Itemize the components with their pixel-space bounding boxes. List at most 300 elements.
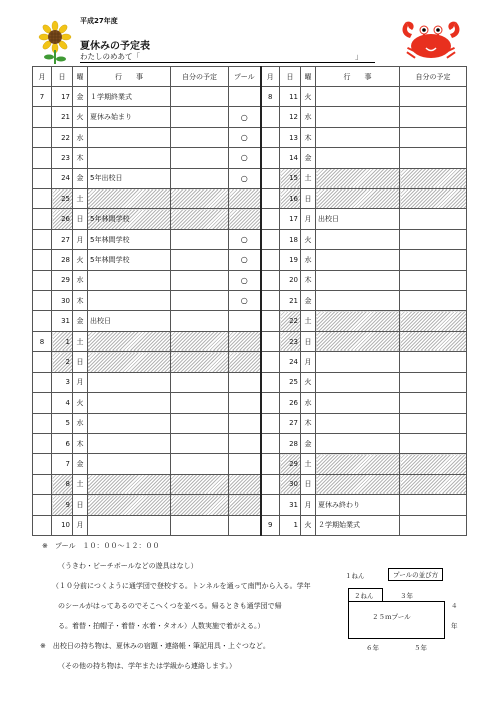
row-day: 6	[52, 433, 73, 453]
header-weekday: 曜	[301, 67, 316, 87]
row-day: 13	[280, 127, 301, 147]
row-event	[316, 291, 400, 311]
row-month	[261, 495, 280, 515]
header-my-plan: 自分の予定	[171, 67, 229, 87]
row-my-plan[interactable]	[171, 209, 229, 229]
row-day: 29	[52, 270, 73, 290]
row-day: 23	[280, 331, 301, 351]
row-month	[261, 352, 280, 372]
pool-grade-6: ６年	[366, 644, 379, 652]
row-weekday: 土	[301, 454, 316, 474]
table-row	[33, 168, 467, 188]
row-my-plan[interactable]	[171, 168, 229, 188]
row-day: 30	[52, 291, 73, 311]
pool-grade-3: ３年	[400, 592, 413, 600]
row-month	[261, 250, 280, 270]
table-row	[33, 393, 467, 413]
row-event	[316, 107, 400, 127]
row-day: 22	[52, 127, 73, 147]
sunflower-icon	[38, 20, 72, 64]
table-row	[33, 270, 467, 290]
row-weekday: 火	[301, 515, 316, 535]
row-my-plan[interactable]	[171, 393, 229, 413]
table-row	[33, 474, 467, 494]
row-event	[316, 454, 400, 474]
table-row	[33, 148, 467, 168]
row-month	[33, 107, 52, 127]
row-event: 5年林間学校	[88, 229, 171, 249]
row-my-plan[interactable]	[400, 168, 467, 188]
table-row	[33, 515, 467, 535]
row-event	[88, 433, 171, 453]
row-my-plan[interactable]	[400, 148, 467, 168]
row-month: 9	[261, 515, 280, 535]
row-weekday: 火	[73, 107, 88, 127]
row-day: 14	[280, 148, 301, 168]
note-pool-arrival: （１０分前につくように通学団で登校する。トンネルを通って南門から入る。学年	[52, 582, 311, 590]
row-month	[33, 209, 52, 229]
row-weekday: 木	[301, 127, 316, 147]
row-month	[261, 474, 280, 494]
row-weekday: 月	[73, 372, 88, 392]
pool-label: ２５ｍプール	[372, 613, 411, 621]
row-event	[88, 393, 171, 413]
row-pool-mark	[229, 433, 261, 453]
row-my-plan[interactable]	[400, 107, 467, 127]
table-header-row	[33, 67, 467, 87]
row-my-plan[interactable]	[171, 270, 229, 290]
row-event	[316, 372, 400, 392]
row-weekday: 日	[73, 209, 88, 229]
pool-diagram-title: プールの並び方	[388, 568, 443, 581]
row-day: 24	[280, 352, 301, 372]
row-my-plan[interactable]	[400, 127, 467, 147]
row-month	[261, 168, 280, 188]
row-weekday: 火	[301, 87, 316, 107]
table-row	[33, 495, 467, 515]
row-event	[88, 372, 171, 392]
row-my-plan[interactable]	[400, 291, 467, 311]
row-event: １学期終業式	[88, 87, 171, 107]
row-weekday: 木	[73, 433, 88, 453]
note-school-day-items: ※ 出校日の持ち物は、夏休みの宿題・連絡帳・筆記用具・上ぐつなど。	[40, 642, 270, 650]
row-event: ２学期始業式	[316, 515, 400, 535]
table-row	[33, 372, 467, 392]
row-my-plan[interactable]	[171, 291, 229, 311]
row-my-plan[interactable]	[400, 87, 467, 107]
row-day: 1	[52, 331, 73, 351]
row-pool-mark	[229, 413, 261, 433]
row-month	[33, 372, 52, 392]
goal-input-line[interactable]	[80, 62, 375, 63]
row-day: 31	[52, 311, 73, 331]
header-month: 月	[261, 67, 280, 87]
row-my-plan[interactable]	[171, 474, 229, 494]
row-pool-mark	[229, 352, 261, 372]
row-day: 20	[280, 270, 301, 290]
row-event	[88, 291, 171, 311]
row-day: 19	[280, 250, 301, 270]
row-day: 30	[280, 474, 301, 494]
row-pool-mark: ○	[229, 107, 261, 127]
row-weekday: 金	[73, 87, 88, 107]
row-month	[261, 148, 280, 168]
table-row	[33, 433, 467, 453]
row-day: 5	[52, 413, 73, 433]
row-weekday: 木	[301, 270, 316, 290]
crab-icon	[398, 18, 464, 64]
header-day: 日	[52, 67, 73, 87]
row-day: 27	[52, 229, 73, 249]
row-my-plan[interactable]	[400, 433, 467, 453]
row-day: 21	[52, 107, 73, 127]
row-my-plan[interactable]	[171, 413, 229, 433]
row-weekday: 月	[73, 515, 88, 535]
row-day: 29	[280, 454, 301, 474]
goal-label: わたしのめあて「	[80, 52, 140, 61]
row-weekday: 水	[301, 250, 316, 270]
row-pool-mark	[229, 372, 261, 392]
row-event	[316, 189, 400, 209]
pool-grade-1: １ねん	[345, 572, 365, 580]
row-weekday: 日	[301, 189, 316, 209]
row-pool-mark	[229, 311, 261, 331]
schedule-table	[32, 66, 467, 536]
row-event	[316, 413, 400, 433]
row-my-plan[interactable]	[400, 454, 467, 474]
row-month	[33, 413, 52, 433]
row-my-plan[interactable]	[400, 474, 467, 494]
row-weekday: 水	[73, 127, 88, 147]
row-weekday: 金	[73, 311, 88, 331]
row-event: 5年林間学校	[88, 250, 171, 270]
row-weekday: 火	[73, 393, 88, 413]
row-day: 25	[52, 189, 73, 209]
pool-grade-4: ４	[451, 602, 458, 610]
row-weekday: 水	[301, 107, 316, 127]
row-month	[33, 270, 52, 290]
row-month	[261, 189, 280, 209]
row-month	[33, 515, 52, 535]
row-event	[316, 87, 400, 107]
row-month	[261, 311, 280, 331]
row-weekday: 土	[301, 168, 316, 188]
row-month	[33, 189, 52, 209]
header-event: 行 事	[88, 67, 171, 87]
row-my-plan[interactable]	[171, 433, 229, 453]
row-my-plan[interactable]	[171, 107, 229, 127]
row-my-plan[interactable]	[400, 515, 467, 535]
row-event: 夏休み始まり	[88, 107, 171, 127]
header-pool: プール	[229, 67, 261, 87]
row-weekday: 土	[73, 189, 88, 209]
row-pool-mark: ○	[229, 229, 261, 249]
row-weekday: 火	[301, 372, 316, 392]
row-my-plan[interactable]	[400, 209, 467, 229]
row-day: 9	[52, 495, 73, 515]
row-month	[33, 311, 52, 331]
table-row	[33, 454, 467, 474]
row-weekday: 月	[301, 352, 316, 372]
header-event: 行 事	[316, 67, 400, 87]
note-pool-items: る。着替・拍帽子・着替・水着・タオル）人数実施で着がえる。）	[58, 622, 265, 630]
row-weekday: 水	[73, 413, 88, 433]
note-other-items: （その他の持ち物は、学年または学級から連絡します。）	[58, 662, 236, 670]
row-month	[261, 331, 280, 351]
row-my-plan[interactable]	[171, 127, 229, 147]
table-row	[33, 413, 467, 433]
row-event	[88, 189, 171, 209]
page-title: 夏休みの予定表	[80, 41, 150, 52]
row-my-plan[interactable]	[171, 311, 229, 331]
row-event: 出校日	[88, 311, 171, 331]
row-pool-mark: ○	[229, 250, 261, 270]
row-day: 16	[280, 189, 301, 209]
row-day: 25	[280, 372, 301, 392]
goal-close-bracket: 」	[355, 52, 363, 61]
row-event	[316, 148, 400, 168]
row-month	[33, 229, 52, 249]
row-event	[88, 515, 171, 535]
row-day: 28	[280, 433, 301, 453]
row-day: 2	[52, 352, 73, 372]
row-my-plan[interactable]	[400, 393, 467, 413]
row-my-plan[interactable]	[400, 270, 467, 290]
row-pool-mark	[229, 331, 261, 351]
row-event	[316, 127, 400, 147]
table-row	[33, 352, 467, 372]
row-my-plan[interactable]	[400, 331, 467, 351]
row-event	[316, 331, 400, 351]
pool-grade-2-box	[348, 588, 383, 602]
row-month: 7	[33, 87, 52, 107]
header-day: 日	[280, 67, 301, 87]
row-pool-mark: ○	[229, 148, 261, 168]
row-my-plan[interactable]	[171, 515, 229, 535]
note-pool-time: ※ プール １０：００～１２：００	[42, 542, 160, 550]
table-row	[33, 127, 467, 147]
row-event	[316, 352, 400, 372]
row-my-plan[interactable]	[171, 372, 229, 392]
row-month	[261, 107, 280, 127]
row-event: 夏休み終わり	[316, 495, 400, 515]
row-month	[33, 352, 52, 372]
row-pool-mark	[229, 454, 261, 474]
row-weekday: 火	[73, 250, 88, 270]
row-event	[316, 311, 400, 331]
row-my-plan[interactable]	[171, 148, 229, 168]
table-row	[33, 107, 467, 127]
row-event: 5年出校日	[88, 168, 171, 188]
note-pool-toys: （うきわ・ビーチボールなどの遊具はなし）	[58, 562, 198, 570]
row-my-plan[interactable]	[171, 189, 229, 209]
row-weekday: 水	[73, 270, 88, 290]
row-day: 28	[52, 250, 73, 270]
row-month: 8	[33, 331, 52, 351]
header-weekday: 曜	[73, 67, 88, 87]
row-day: 12	[280, 107, 301, 127]
row-weekday: 月	[301, 495, 316, 515]
row-day: 10	[52, 515, 73, 535]
row-pool-mark	[229, 474, 261, 494]
header-my-plan: 自分の予定	[400, 67, 467, 87]
row-month	[261, 291, 280, 311]
row-my-plan[interactable]	[171, 454, 229, 474]
pool-grade-5: ５年	[414, 644, 427, 652]
row-weekday: 金	[301, 291, 316, 311]
row-event	[316, 433, 400, 453]
row-pool-mark: ○	[229, 168, 261, 188]
row-my-plan[interactable]	[171, 352, 229, 372]
row-day: 26	[280, 393, 301, 413]
row-weekday: 月	[73, 229, 88, 249]
row-weekday: 土	[73, 474, 88, 494]
row-event	[316, 270, 400, 290]
row-weekday: 日	[73, 495, 88, 515]
row-month	[33, 433, 52, 453]
row-my-plan[interactable]	[400, 311, 467, 331]
row-pool-mark: ○	[229, 291, 261, 311]
row-day: 15	[280, 168, 301, 188]
row-event	[88, 454, 171, 474]
row-my-plan[interactable]	[400, 352, 467, 372]
row-month	[33, 393, 52, 413]
row-month	[33, 148, 52, 168]
row-my-plan[interactable]	[171, 229, 229, 249]
row-month	[33, 454, 52, 474]
row-event	[88, 148, 171, 168]
pool-grade-4-suffix: 年	[451, 622, 458, 630]
row-day: 18	[280, 229, 301, 249]
row-event	[88, 474, 171, 494]
row-day: 17	[52, 87, 73, 107]
row-weekday: 火	[301, 229, 316, 249]
table-row	[33, 250, 467, 270]
row-day: 8	[52, 474, 73, 494]
row-event	[88, 270, 171, 290]
row-weekday: 日	[301, 331, 316, 351]
row-event	[316, 168, 400, 188]
row-event	[316, 250, 400, 270]
row-my-plan[interactable]	[171, 250, 229, 270]
row-day: 27	[280, 413, 301, 433]
row-pool-mark: ○	[229, 127, 261, 147]
row-my-plan[interactable]	[400, 229, 467, 249]
row-month	[33, 127, 52, 147]
row-event	[88, 352, 171, 372]
row-my-plan[interactable]	[400, 413, 467, 433]
row-weekday: 木	[73, 148, 88, 168]
row-weekday: 水	[301, 393, 316, 413]
row-day: 24	[52, 168, 73, 188]
row-day: 31	[280, 495, 301, 515]
row-day: 7	[52, 454, 73, 474]
row-weekday: 金	[301, 433, 316, 453]
row-month	[261, 209, 280, 229]
row-month	[33, 168, 52, 188]
header-month: 月	[33, 67, 52, 87]
row-month	[261, 229, 280, 249]
row-event: 5年林間学校	[88, 209, 171, 229]
row-event	[88, 127, 171, 147]
row-event	[316, 474, 400, 494]
row-pool-mark	[229, 209, 261, 229]
row-month	[33, 291, 52, 311]
row-month	[261, 454, 280, 474]
row-weekday: 日	[73, 352, 88, 372]
row-month	[33, 495, 52, 515]
row-my-plan[interactable]	[171, 331, 229, 351]
row-weekday: 金	[301, 148, 316, 168]
row-month	[261, 433, 280, 453]
row-day: 4	[52, 393, 73, 413]
row-day: 21	[280, 291, 301, 311]
row-event	[88, 331, 171, 351]
row-my-plan[interactable]	[400, 250, 467, 270]
row-day: 26	[52, 209, 73, 229]
row-month	[261, 393, 280, 413]
row-pool-mark	[229, 393, 261, 413]
pool-grade-2: ２ねん	[354, 592, 374, 600]
table-row	[33, 331, 467, 351]
row-weekday: 金	[73, 168, 88, 188]
row-event: 出校日	[316, 209, 400, 229]
row-pool-mark	[229, 495, 261, 515]
row-month	[33, 474, 52, 494]
row-my-plan[interactable]	[400, 189, 467, 209]
row-day: 23	[52, 148, 73, 168]
row-month	[261, 127, 280, 147]
row-my-plan[interactable]	[171, 87, 229, 107]
row-event	[88, 413, 171, 433]
table-row	[33, 189, 467, 209]
row-event	[316, 393, 400, 413]
row-month	[261, 270, 280, 290]
row-day: 1	[280, 515, 301, 535]
row-event	[88, 495, 171, 515]
row-day: 11	[280, 87, 301, 107]
row-pool-mark	[229, 515, 261, 535]
row-event	[316, 229, 400, 249]
row-day: 17	[280, 209, 301, 229]
row-my-plan[interactable]	[400, 495, 467, 515]
row-pool-mark	[229, 87, 261, 107]
row-day: 3	[52, 372, 73, 392]
row-month	[261, 413, 280, 433]
row-weekday: 木	[301, 413, 316, 433]
note-pool-shoes: のシールがはってあるのでそこへくつを並べる。帰るときも通学団で帰	[58, 602, 282, 610]
row-weekday: 土	[301, 311, 316, 331]
row-weekday: 日	[301, 474, 316, 494]
table-row	[33, 209, 467, 229]
row-weekday: 木	[73, 291, 88, 311]
row-month	[261, 372, 280, 392]
row-month: 8	[261, 87, 280, 107]
table-row	[33, 87, 467, 107]
row-my-plan[interactable]	[171, 495, 229, 515]
row-weekday: 土	[73, 331, 88, 351]
table-row	[33, 311, 467, 331]
table-row	[33, 229, 467, 249]
table-row	[33, 291, 467, 311]
fiscal-year: 平成27年度	[80, 17, 118, 25]
row-weekday: 月	[301, 209, 316, 229]
row-day: 22	[280, 311, 301, 331]
row-pool-mark: ○	[229, 270, 261, 290]
row-month	[33, 250, 52, 270]
row-pool-mark	[229, 189, 261, 209]
row-my-plan[interactable]	[400, 372, 467, 392]
